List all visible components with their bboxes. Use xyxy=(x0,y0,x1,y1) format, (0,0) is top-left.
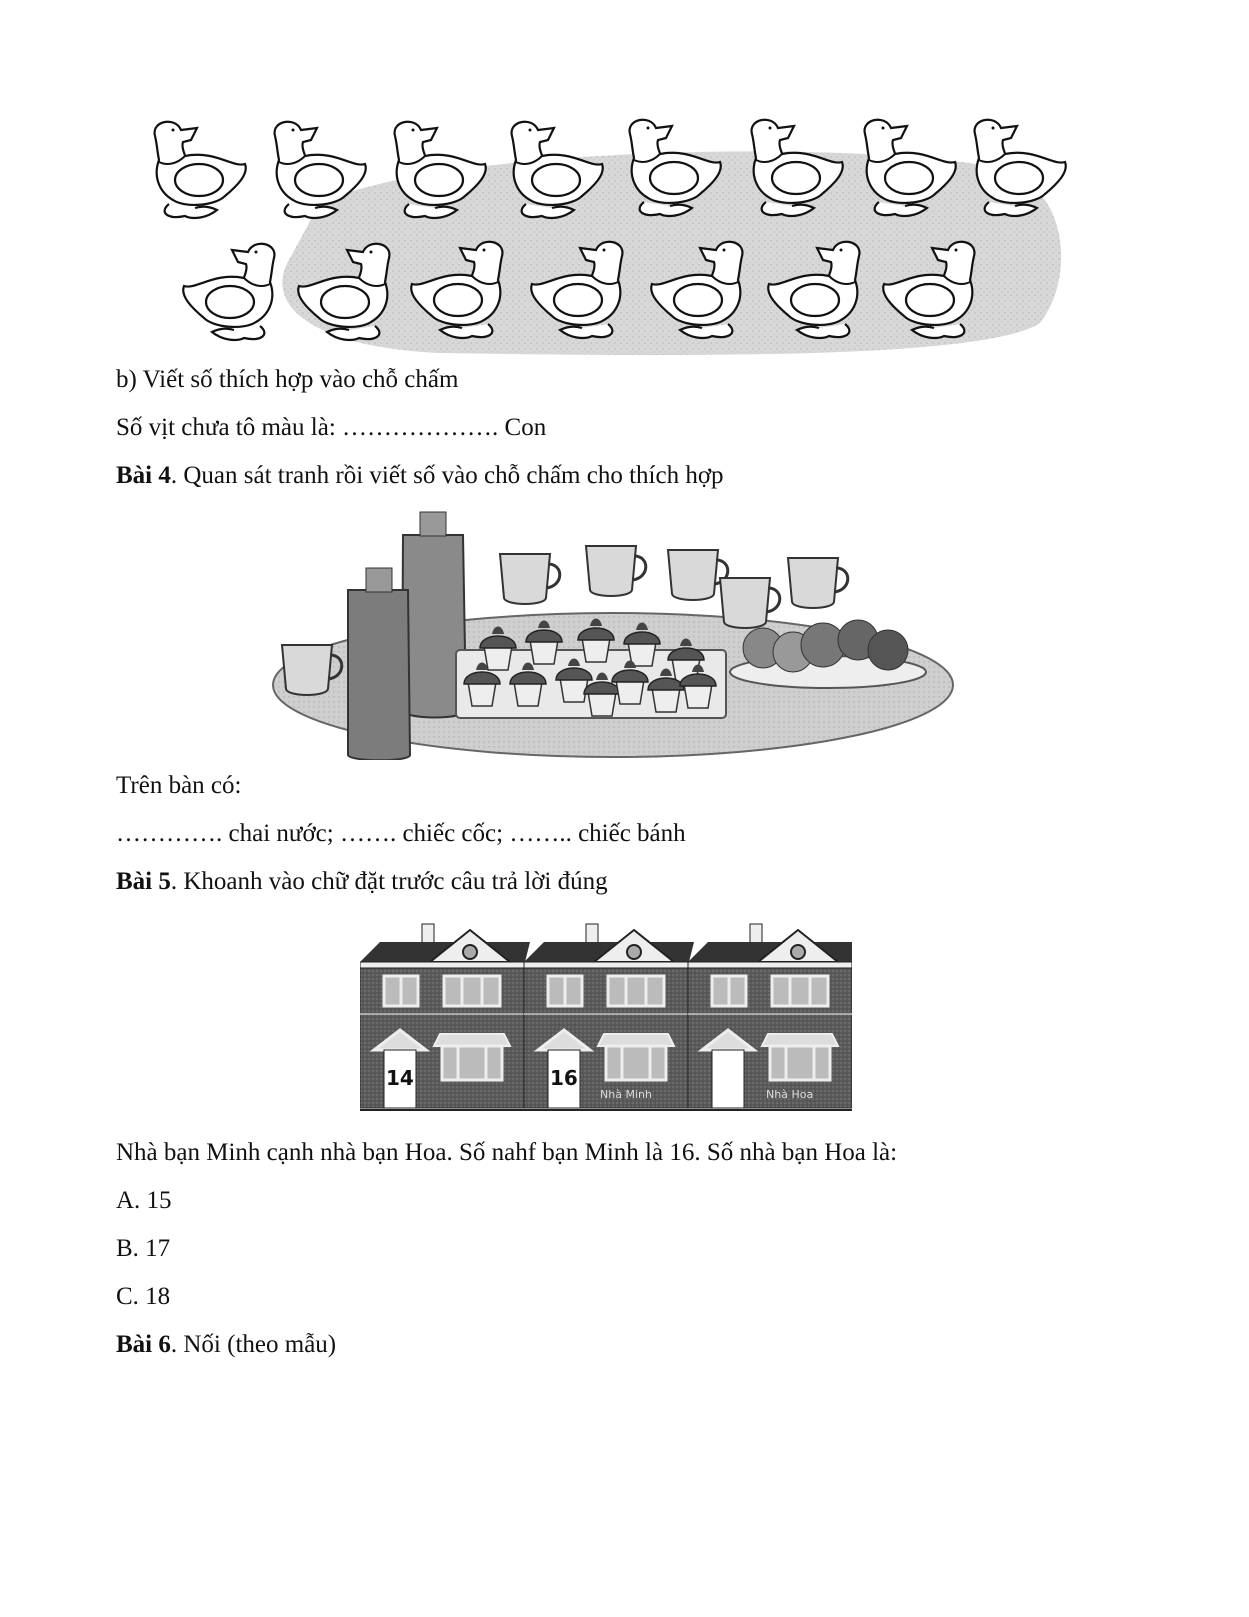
bai4-label: Bài 4 xyxy=(116,462,171,489)
bai5-heading xyxy=(116,866,608,898)
table-intro: Trên bàn có: xyxy=(116,772,242,799)
door-number-house-1: 14 xyxy=(386,1066,414,1090)
ducks-question: Số vịt chưa tô màu là: ………………. Con xyxy=(116,414,547,441)
fruit-plate xyxy=(730,620,926,688)
houses-figure xyxy=(360,922,852,1114)
bai6-text: . Nối (theo mẫu) xyxy=(170,1331,337,1358)
bai6-label: Bài 6 xyxy=(116,1331,171,1358)
table-figure xyxy=(268,510,958,760)
bai6-heading xyxy=(116,1329,336,1361)
ducks-figure xyxy=(140,108,1070,358)
option-c: C. 18 xyxy=(116,1283,171,1310)
label-nha-hoa: Nhà Hoa xyxy=(766,1088,814,1101)
bai5-text: . Khoanh vào chữ đặt trước câu trả lời đúng xyxy=(170,868,608,895)
table-blanks: …………. chai nước; ……. chiếc cốc; …….. chiếc bánh xyxy=(116,820,686,847)
houses-question: Nhà bạn Minh cạnh nhà bạn Hoa. Số nahf bạn Minh là 16. Số nhà bạn Hoa là: xyxy=(116,1139,898,1166)
part-b-instruction: b) Viết số thích hợp vào chỗ chấm xyxy=(116,366,459,393)
bai4-heading xyxy=(116,460,724,492)
bai4-text: . Quan sát tranh rồi viết số vào chỗ chấm cho thích hợp xyxy=(170,462,724,489)
option-b: B. 17 xyxy=(116,1235,171,1262)
label-nha-minh: Nhà Minh xyxy=(600,1088,652,1101)
door-number-house-2: 16 xyxy=(550,1066,578,1090)
bai5-label: Bài 5 xyxy=(116,868,171,895)
option-a: A. 15 xyxy=(116,1187,172,1214)
